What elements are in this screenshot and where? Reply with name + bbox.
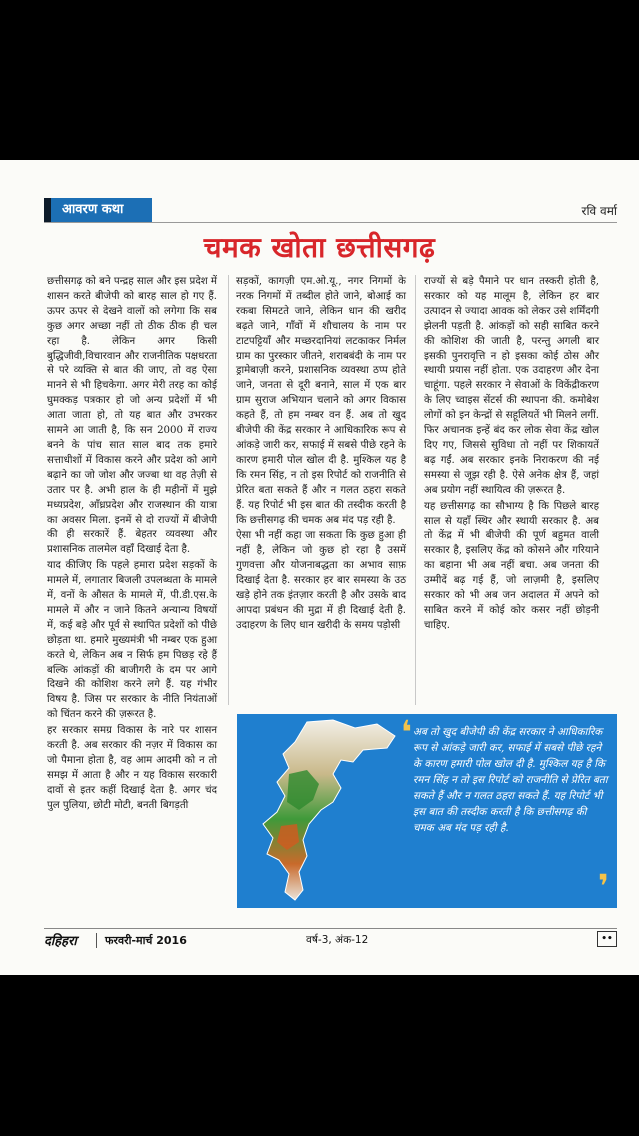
chhattisgarh-map-image xyxy=(237,714,407,908)
close-quote-icon: ❜ xyxy=(597,867,609,905)
magazine-page xyxy=(0,160,639,975)
open-quote-icon: ❛ xyxy=(401,714,413,751)
page-footer xyxy=(44,928,617,951)
section-label: आवरण कथा xyxy=(62,202,124,217)
paragraph: याद कीजिए कि पहले हमारा प्रदेश सड़कों के मामले में, लगातार बिजली उपलब्धता के मामले में, वनों के औसत के मामले में, पी.डी.एस.के मामले में और न जाने कितने अन्यान्य विषयों में, कई बड़े और पूर्व से स्थापित प्रदेशों को पीछे छोड़ता था. हमारे मुख्यमंत्री भी नम्बर एक हुआ करते थे, लेकिन अब न सिर्फ हम पिछड़ रहे हैं बल्कि आंकड़ों की बाजीगरी के दम पर आगे दिखने की कोशिश करने लगे हैं. यह गंभीर विषय है. जिस पर सरकार के नीति नियंताओं को चिंतन करने की ज़रूरत है. xyxy=(47,560,217,721)
paragraph: ऐसा भी नहीं कहा जा सकता कि कुछ हुआ ही नहीं है, लेकिन जो कुछ हो रहा है उसमें गुणवत्ता और योजनाबद्धता का अभाव साफ़ दिखाई देता है. सरकार हर बार समस्या के उठ खड़े होने तक इंतज़ार करती है और उसके बाद आपदा प्रबंधन की मुद्रा में ही दिखाई देती है. उदाहरण के लिए धान खरीदी के समय पड़ोसी xyxy=(236,530,406,631)
issue-number: वर्ष-3, अंक-12 xyxy=(306,934,369,946)
column-divider xyxy=(228,275,229,705)
author-name: रवि वर्मा xyxy=(581,204,617,218)
paragraph: हर सरकार समग्र विकास के नारे पर शासन करती है. अब सरकार की नज़र में विकास का जो पैमाना होता है, वह आम आदमी को न तो समझ में आता है और न यह विकास सरकारी दावों से इतर कहीं दिखाई देता है. अगर चंद पुल पुलिया, छोटी मोटी, बनती बिगड़ती xyxy=(47,725,217,811)
paragraph: सड़कों, कागज़ी एम.ओ.यू., नगर निगमों के नरक निगमों में तब्दील होते जाने, बोआई का रकबा सिमटते जाने, लेकिन धान की खरीद बढ़ते जाने, गाँवों में शौचालय के नाम पर टाटपट्टियाँ और मच्छरदानियां लटकाकर निर्मल ग्राम का पुरस्कार जीतने, शराबबंदी के नाम पर ड्रामेबाज़ी करने, प्रशासनिक व्यवस्था ठप्प होते जाने, जनता से दूरी बनाने, साल में एक बार ग्राम सुराज अभियान चलाने को अगर विकास कहते हैं, तो हम नम्बर वन हैं. अब तो खुद बीजेपी की केंद्र सरकार ने आधिकारिक रूप से आंकड़े जारी कर, सफाई में सबसे पीछे रहने के कारण हमारी पोल खोल दी है. मुश्किल यह है कि रमन सिंह, न तो इस रिपोर्ट को राजनीति से प्रेरित बता सकते हैं और न गलत ठहरा सकते हैं. यह रिपोर्ट भी इस बात की तस्दीक करती है कि छत्तीसगढ़ की चमक अब मंद पड़ रही है. xyxy=(236,276,406,526)
paragraph: यह छत्तीसगढ़ का सौभाग्य है कि पिछले बारह साल से यहाँ स्थिर और स्थायी सरकार है. अब तो केंद्र में भी बीजेपी की पूर्ण बहुमत वाली सरकार है, इसलिए केंद्र को कोसने और गरियाने का बहाना भी अब नहीं बचा. अब जनता की उम्मीदें बढ़ गई हैं, जो लाज़मी है, इसलिए सरकार को भी अब जन अदालत में अपने को साबित करने में कोई कोर कसर नहीं छोड़नी चाहिए. xyxy=(424,500,599,631)
issue-date: फरवरी-मार्च 2016 xyxy=(96,933,187,948)
article-column-2 xyxy=(236,275,406,752)
section-tag-bar xyxy=(44,198,51,222)
column-divider xyxy=(415,275,416,705)
map-pullquote-figure xyxy=(237,714,617,908)
page-mark-icon: •• xyxy=(597,931,617,947)
header-rule xyxy=(44,222,617,223)
magazine-logo: दहिहरा xyxy=(44,934,77,949)
article-column-1 xyxy=(47,275,217,925)
section-tag xyxy=(44,198,152,222)
paragraph: राज्यों से बड़े पैमाने पर धान तस्करी होती है, सरकार को यह मालूम है, लेकिन हर बार उत्पादन से ज्यादा आवक को लेकर उसे शर्मिंदगी झेलनी पड़ती है. आंकड़ों को सही साबित करने की कोशिश की जाती है, परन्तु अगली बार इसकी पुनरावृत्ति न हो इसका कोई ठोस और स्थायी प्रयास नहीं होता. एक उदाहरण और देना चाहूंगा. पहले सरकार ने सेवाओं के विकेंद्रीकरण के लिए च्वाइस सेंटर्स की स्थापना की. कमोबेश लोगों को इन केन्द्रों से सहूलियतें भी मिलने लगीं. फिर अचानक इन्हें बंद कर लोक सेवा केंद्र खोल दिए गए, जिससे सुविधा तो नहीं पर शिकायतें बढ़ गईं. अब सरकार इनके निराकरण की नई समस्या से जूझ रही है. ऐसे अनेक क्षेत्र हैं, जहां अब प्रयोग नहीं स्थायित्व की ज़रूरत है. xyxy=(424,276,599,496)
article-column-3 xyxy=(424,275,599,631)
pull-quote: अब तो खुद बीजेपी की केंद्र सरकार ने आधिकारिक रूप से आंकड़े जारी कर, सफाई में सबसे पीछे रहने के कारण हमारी पोल खोल दी है. मुश्किल यह है कि रमन सिंह न तो इस रिपोर्ट को राजनीति से प्रेरित बता सकते हैं और न गलत ठहरा सकते हैं. यह रिपोर्ट भी इस बात की तस्दीक करती है कि छत्तीसगढ़ की चमक अब मंद पड़ रही है. xyxy=(413,726,608,834)
headline: चमक खोता छत्तीसगढ़ xyxy=(203,231,436,264)
paragraph: छत्तीसगढ़ को बने पन्द्रह साल और इस प्रदेश में शासन करते बीजेपी को बारह साल हो गए हैं. ऊपर ऊपर से देखने वालों को लगेगा कि सब कुछ अगर अच्छा नहीं तो ठीक ठीक ही चल रहा है. लेकिन अगर किसी बुद्धिजीवी,विचारवान और राजनीतिक पक्षधरता से परे व्यक्ति से बात की जाए, तो वह ऐसा मानने से भी हिचकेगा. अगर मेरी तरह का कोई घुमक्कड़ पत्रकार हो जो अन्य प्रदेशों में भी आता जाता हो, तो यह बात और उभरकर सामने आ जाती है, कि सन 2000 में राज्य बनने के पांच सात साल बाद तक हमारे सत्ताधीशों में विकास करने और प्रदेश को आगे बढ़ाने का जो जोश और जज्बा था वह तेज़ी से उतार पर है. अभी हाल के ही महीनों में मुझे मध्यप्रदेश, आँध्रप्रदेश और राजस्थान की यात्रा का अवसर मिला. इनमें से दो राज्यों में बीजेपी की ही सरकारें हैं. बेहतर व्यवस्था और प्रशासनिक तालमेल वहाँ दिखाई देता है. xyxy=(47,276,217,556)
